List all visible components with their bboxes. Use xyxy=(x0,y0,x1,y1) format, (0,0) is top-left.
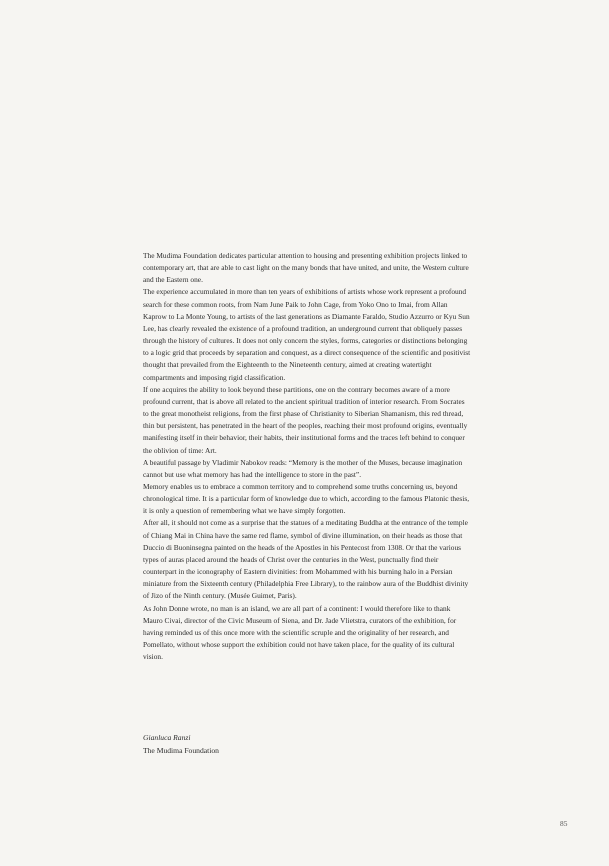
paragraph-memory: Memory enables us to embrace a common territory and to comprehend some truths concerning us, beyond chronological time. It is a particular form of knowledge due to which, according to the famous Platonic thesis, it is only a question of remembering what we have simply forgotten. xyxy=(143,481,470,516)
author-organization: The Mudima Foundation xyxy=(143,745,219,755)
paragraph-donne: As John Donne wrote, no man is an island, we are all part of a continent: I would therefore like to thank Mauro Civai, director of the Civic Museum of Siena, and Dr. Jade Vlietstra, curators of the exhibition, for having reminded us of this once more with the scientific scruple and the originality of her research, and Pomellato, without whose support the exhibition could not have taken place, for the quality of its cultural vision. xyxy=(143,603,457,662)
paragraph-nabokov-quote: A beautiful passage by Vladimir Nabokov reads: “Memory is the mother of the Muses, because imagination cannot but use what memory has had the intelligence to store in the past”. xyxy=(143,457,463,479)
paragraph-experience: The experience accumulated in more than ten years of exhibitions of artists whose work represent a profound search for these common roots, from Nam June Paik to John Cage, from Yoko Ono to Imai, from Allan Kaprow to La Monte Young, to artists of the last generations as Diamante Faraldo, Studio Azzurro or Kyu Sun Lee, has clearly revealed the existence of a profound tradition, an underground current that obliquely passes through the history of cultures. It does not only concern the styles, forms, categories or distinctions belonging to a logic grid that proceeds by separation and conquest, as a direct consequence of the scientific and positivist thought that prevailed from the Eighteenth to the Nineteenth century, aimed at creating watertight compartments and imposing rigid classification. xyxy=(143,287,471,382)
paragraph-partitions: If one acquires the ability to look beyond these partitions, one on the contrary becomes aware of a more profound current, that is above all related to the ancient spiritual tradition of interior research. From Socrates to the great monotheist religions, from the first phase of Christianity to Siberian Shamanism, this red thread, thin but persistent, has penetrated in the heart of the peoples, reaching their most profound origins, eventually manifesting itself in their behavior, their habits, their institutional forms and the traces left behind to conquer the oblivion of time: Art. xyxy=(143,384,468,455)
body-text xyxy=(143,250,471,663)
author-name: Gianluca Ranzi xyxy=(143,733,191,742)
paragraph-intro: The Mudima Foundation dedicates particular attention to housing and presenting exhibition projects linked to contemporary art, that are able to cast light on the many bonds that have united, and unite, the Western culture and the Eastern one. xyxy=(143,251,469,285)
signature-block xyxy=(143,732,219,757)
paragraph-buddha: After all, it should not come as a surprise that the statues of a meditating Buddha at the entrance of the temple of Chiang Mai in China have the same red flame, symbol of divine illumination, on their heads as those that Duccio di Buoninsegna painted on the heads of the Apostles in his Pentecost from 1308. Or that the various types of auras placed around the heads of Christ over the centuries in the West, punctually find their counterpart in the iconography of Eastern divinities: from Mohammed with his burning halo in a Persian miniature from the Sixteenth century (Philadelphia Free Library), to the rainbow aura of the Buddhist divinity of Jizo of the Ninth century. (Musée Guimet, Paris). xyxy=(143,518,469,601)
page-number: 85 xyxy=(560,819,568,828)
